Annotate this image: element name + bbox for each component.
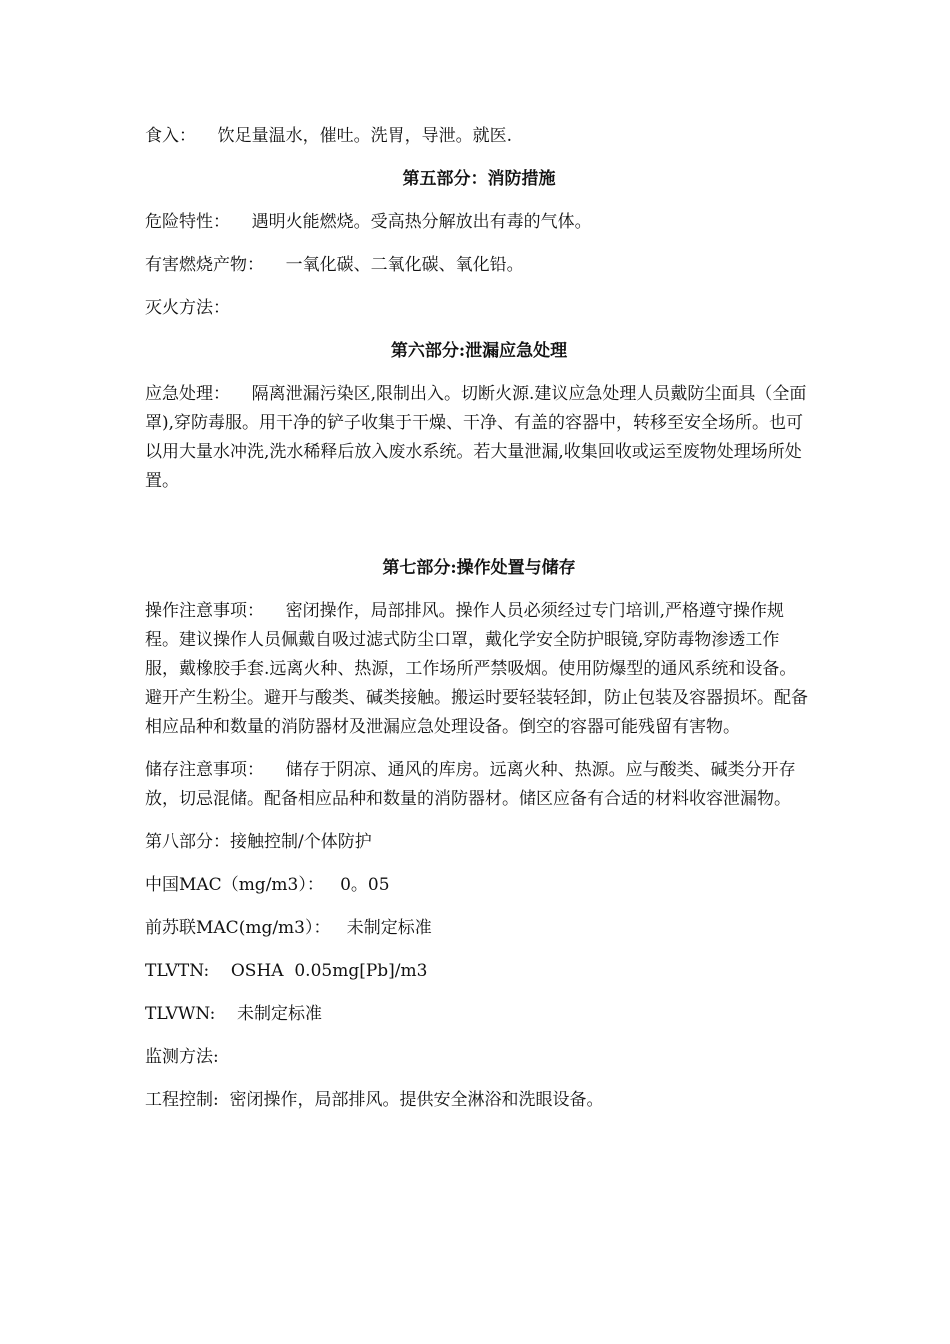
part6-heading: 第六部分:泄漏应急处理 [390,341,568,361]
combustion-label: 有害燃烧产物： [145,255,264,275]
tlvtn-paragraph [145,957,813,986]
storage-text: 储存于阴凉、通风的库房。远离火种、热源。应与酸类、碱类分开存放，切忌混储。配备相应品种和数量的消防器材。储区应备有合适的材料收容泄漏物。 [145,760,796,809]
ussr-mac-value: 未制定标准 [346,918,432,938]
ussr-mac-label: 前苏联MAC(mg/m3）： [145,918,331,938]
part5-heading: 第五部分：消防措施 [402,169,556,189]
emergency-text: 隔离泄漏污染区,限制出入。切断火源.建议应急处理人员戴防尘面具（全面罩),穿防毒服。用干净的铲子收集于干燥、干净、有盖的容器中，转移至安全场所。也可以用大量水冲洗,洗水稀释后放入废水系统。若大量泄漏,收集回收或运至废物处理场所处置。 [145,384,807,491]
emergency-label: 应急处理： [145,384,230,404]
tlvwn-paragraph [145,1000,813,1029]
emergency-paragraph [145,380,813,496]
ingestion-paragraph [145,122,813,151]
combustion-paragraph [145,251,813,280]
operation-paragraph [145,597,813,742]
china-mac-paragraph [145,871,813,900]
monitoring-paragraph [145,1043,813,1072]
china-mac-label: 中国MAC（mg/m3）： [145,875,324,895]
ingestion-text: 饮足量温水，催吐。洗胃，导泄。就医. [217,126,513,146]
ussr-mac-paragraph [145,914,813,943]
storage-paragraph [145,756,813,814]
tlvtn-value: OSHA 0.05mg[Pb]/m3 [230,961,428,981]
extinguish-label: 灭火方法： [145,298,230,318]
combustion-text: 一氧化碳、二氧化碳、氧化铅。 [285,255,524,275]
tlvtn-label: TLVTN: [145,961,210,981]
part7-heading: 第七部分:操作处置与储存 [382,558,576,578]
engineering-paragraph [145,1086,813,1115]
section-spacer [145,510,813,554]
operation-text: 密闭操作，局部排风。操作人员必须经过专门培训,严格遵守操作规程。建议操作人员佩戴自吸过滤式防尘口罩，戴化学安全防护眼镜,穿防毒物渗透工作服，戴橡胶手套.远离火种、热源，工作场所严禁吸烟。使用防爆型的通风系统和设备。避开产生粉尘。避开与酸类、碱类接触。搬运时要轻装轻卸，防止包装及容器损坏。配备相应品种和数量的消防器材及泄漏应急处理设备。倒空的容器可能残留有害物。 [145,601,808,737]
storage-label: 储存注意事项： [145,760,264,780]
tlvwn-value: 未制定标准 [236,1004,322,1024]
document-body [145,122,813,1129]
tlvwn-label: TLVWN: [145,1004,216,1024]
monitoring-label: 监测方法: [145,1047,219,1067]
ingestion-label: 食入： [145,126,196,146]
hazard-paragraph [145,208,813,237]
operation-label: 操作注意事项： [145,601,264,621]
hazard-label: 危险特性： [145,212,230,232]
engineering-text: 密闭操作，局部排风。提供安全淋浴和洗眼设备。 [229,1090,604,1110]
extinguish-paragraph [145,294,813,323]
hazard-text: 遇明火能燃烧。受高热分解放出有毒的气体。 [251,212,592,232]
china-mac-value: 0。05 [340,875,390,895]
part8-heading: 第八部分：接触控制/个体防护 [145,832,372,852]
engineering-label: 工程控制: [145,1090,219,1110]
